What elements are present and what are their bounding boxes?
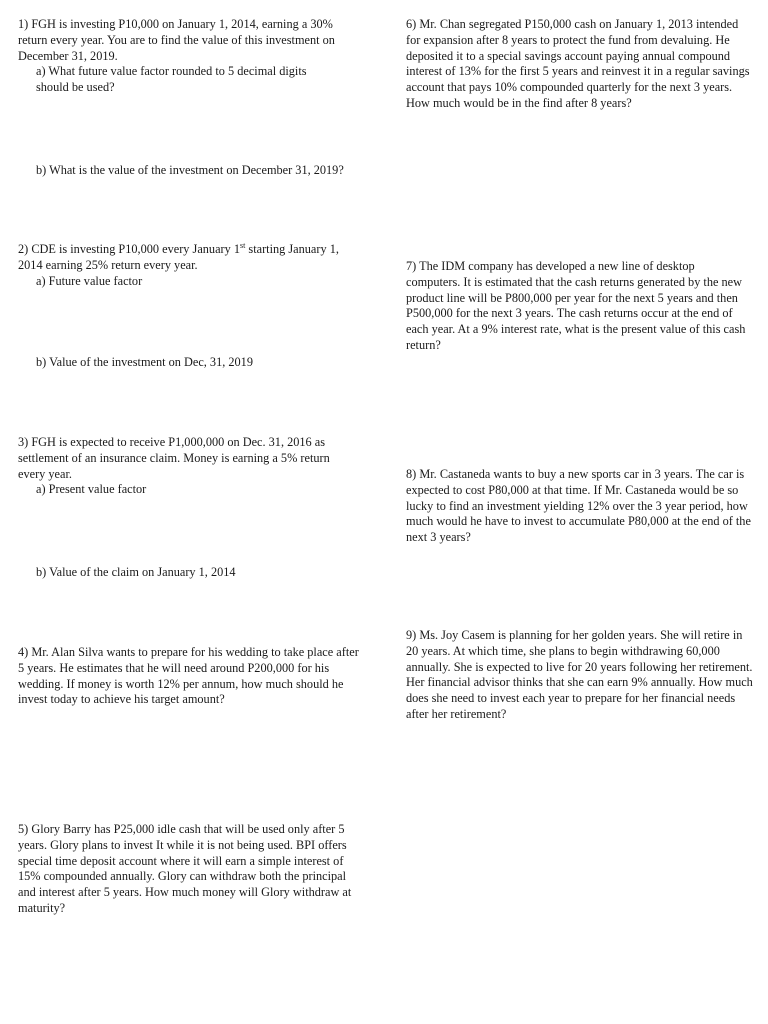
problem-4 (18, 645, 366, 708)
problem-1-stem: 1) FGH is investing P10,000 on January 1, 2014, earning a 30% return every year. You are to find the value of this investment on December 31, 2019. (18, 17, 335, 63)
problem-2-stem-end: starting January 1, 2014 earning 25% return every year. (18, 242, 339, 272)
problem-5 (18, 822, 366, 917)
problem-3 (18, 435, 346, 498)
problem-7 (406, 259, 752, 354)
problem-3-stem: 3) FGH is expected to receive P1,000,000 on Dec. 31, 2016 as settlement of an insurance claim. Money is earning a 5% return every year. (18, 435, 330, 481)
problem-9 (406, 628, 754, 723)
problem-5-stem: 5) Glory Barry has P25,000 idle cash that will be used only after 5 years. Glory plans to invest It while it is not being used. BPI offers special time deposit account where it will earn a simple interest of 15% compounded annually. Glory can withdraw both the principal and interest after 5 years. How much money will Glory withdraw at maturity? (18, 822, 352, 915)
problem-3-part-a: a) Present value factor (36, 482, 147, 497)
problem-9-stem: 9) Ms. Joy Casem is planning for her golden years. She will retire in 20 years. At which time, she plans to begin withdrawing 60,000 annually. She is expected to live for 20 years following her retirement. Her financial advisor thinks that she can earn 9% annually. How much does she need to invest each year to prepare for her financial needs after her retirement? (406, 628, 753, 721)
problem-1-part-a: a) What future value factor rounded to 5 decimal digits should be used? (36, 64, 307, 95)
problem-1 (18, 17, 352, 96)
problem-2-stem (18, 242, 352, 274)
problem-8 (406, 467, 752, 546)
problem-1-part-b: b) What is the value of the investment on December 31, 2019? (36, 163, 344, 177)
problem-4-stem: 4) Mr. Alan Silva wants to prepare for his wedding to take place after 5 years. He estimates that he will need around P200,000 for his wedding. If money is worth 12% per annum, how much should he invest today to achieve his target amount? (18, 645, 359, 707)
problem-2 (18, 242, 352, 289)
problem-6-stem: 6) Mr. Chan segregated P150,000 cash on January 1, 2013 intended for expansion after 8 years to protect the fund from devaluing. He deposited it to a special savings account paying annual compound interest of 13% for the first 5 years and reinvest it in a regular savings account that pays 10% compounded quarterly for the next 3 years. How much would be in the find after 8 years? (406, 17, 750, 110)
problem-6 (406, 17, 752, 112)
problem-2-part-a: a) Future value factor (36, 273, 143, 288)
problem-8-stem: 8) Mr. Castaneda wants to buy a new sports car in 3 years. The car is expected to cost P80,000 at that time. If Mr. Castaneda would be so lucky to find an investment yielding 12% over the 3 year period, how much would he have to invest to accumulate P80,000 at the end of the next 3 years? (406, 467, 751, 545)
problem-7-stem: 7) The IDM company has developed a new line of desktop computers. It is estimated that the cash returns generated by the new product line will be P800,000 per year for the next 5 years and then P500,000 for the next 3 years. The cash returns occur at the end of each year. At a 9% interest rate, what is the present value of this cash return? (406, 259, 746, 352)
problem-2-stem-start: 2) CDE is investing P10,000 every January 1 (18, 242, 240, 256)
problem-2-part-b: b) Value of the investment on Dec, 31, 2019 (36, 355, 253, 369)
problem-3-part-b: b) Value of the claim on January 1, 2014 (36, 565, 236, 579)
problem-2-stem-superscript: st (240, 240, 246, 250)
